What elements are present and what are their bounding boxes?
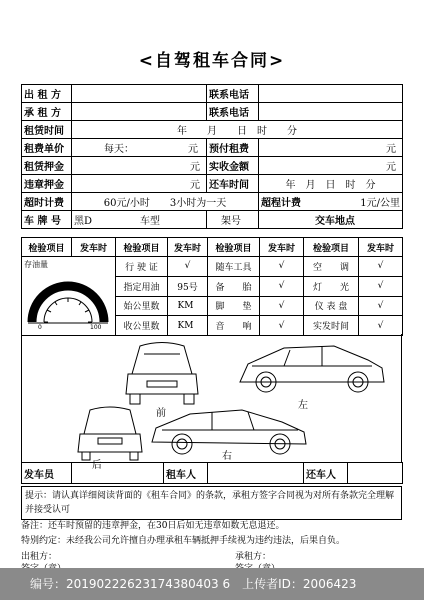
deposit-label: 租赁押金 xyxy=(22,157,72,175)
item-row4-a: 收公里数 xyxy=(116,316,168,336)
remark-text: 备注：还车时预留的违章押金，在30日后如无违章如数无息退还。 xyxy=(21,521,285,531)
page-title: <自驾租车合同> xyxy=(138,51,286,71)
view-left: 左 xyxy=(298,400,308,411)
notice-box: 提示：请认真详细阅读背面的《租车合同》的条款，承租方签字合同视为对所有条款完全理解并接受认可 xyxy=(21,486,402,520)
handover-cell xyxy=(259,211,403,229)
plate-value: 黑D xyxy=(74,216,93,227)
item-row4-b: 音 响 xyxy=(208,316,260,336)
rent-time-label: 租赁时间 xyxy=(22,121,72,139)
gauge-min: 0 xyxy=(38,324,42,331)
header-item-1: 检验项目 xyxy=(22,238,72,257)
item-row1-c: 空 调 xyxy=(304,257,359,277)
overtime-label: 超时计费 xyxy=(22,193,72,211)
info-table xyxy=(21,84,403,229)
yuan-text: 元 xyxy=(190,180,200,191)
lessee-phone-field[interactable] xyxy=(259,103,403,121)
fuel-label: 存油量 xyxy=(24,260,48,269)
lessor-phone-field[interactable] xyxy=(259,85,403,103)
item-row2-a: 指定用油 xyxy=(116,276,168,296)
frame-label: 架号 xyxy=(221,216,241,227)
status-row3-c[interactable]: √ xyxy=(359,296,403,316)
header-item-4: 检验项目 xyxy=(304,238,359,257)
deposit-field[interactable] xyxy=(72,157,207,175)
sender-field[interactable] xyxy=(72,463,164,484)
fuel-gauge-cell[interactable] xyxy=(22,257,116,336)
car-diagram-area[interactable] xyxy=(21,334,402,471)
item-row3-a: 始公里数 xyxy=(116,296,168,316)
lessee-phone-label: 联系电话 xyxy=(207,103,259,121)
item-row2-c: 灯 光 xyxy=(304,276,359,296)
lessor-field[interactable] xyxy=(72,85,207,103)
status-row4-a[interactable]: KM xyxy=(168,316,208,336)
status-row1-c[interactable]: √ xyxy=(359,257,403,277)
yuan-text: 元 xyxy=(188,144,198,155)
violation-deposit-label: 违章押金 xyxy=(22,175,72,193)
item-row3-b: 脚 垫 xyxy=(208,296,260,316)
header-status-3: 发车时 xyxy=(260,238,304,257)
sender-label: 发车员 xyxy=(22,463,72,484)
header-status-4: 发车时 xyxy=(359,238,403,257)
view-back: 后 xyxy=(92,460,102,471)
frame-cell[interactable] xyxy=(207,211,259,229)
status-row2-a[interactable]: 95号 xyxy=(168,276,208,296)
status-row3-b[interactable]: √ xyxy=(260,296,304,316)
yuan-text: 元 xyxy=(386,162,396,173)
lessee-label: 承 租 方 xyxy=(22,103,72,121)
item-row3-c: 仪 表 盘 xyxy=(304,296,359,316)
watermark-bar: 编号：20190222623174380403 6 上传者ID：2006423 xyxy=(0,568,424,600)
item-row1-a: 行 驶 证 xyxy=(116,257,168,277)
status-row4-c[interactable]: √ xyxy=(359,316,403,336)
yuan-text: 元 xyxy=(386,144,396,155)
lessee-sign-label: 承租方： xyxy=(235,552,272,562)
plate-label: 车 牌 号 xyxy=(22,211,72,229)
received-field[interactable] xyxy=(259,157,403,175)
status-row2-c[interactable]: √ xyxy=(359,276,403,296)
header-item-3: 检验项目 xyxy=(208,238,260,257)
renter-label: 租车人 xyxy=(164,463,208,484)
per-day-text: 每天： xyxy=(104,144,134,155)
rent-time-field[interactable]: 年 月 日 时 分 xyxy=(72,121,403,139)
return-time-field[interactable]: 年 月 日 时 分 xyxy=(259,175,403,193)
handover-label: 交车地点 xyxy=(315,216,355,227)
overtime-field[interactable]: 60元/小时 3小时为一天 xyxy=(72,193,259,211)
inspection-table xyxy=(21,237,403,336)
status-row4-b[interactable]: √ xyxy=(260,316,304,336)
view-front: 前 xyxy=(156,408,166,419)
status-row1-b[interactable]: √ xyxy=(260,257,304,277)
return-time-label: 还车时间 xyxy=(207,175,259,193)
returner-field[interactable] xyxy=(348,463,403,484)
unit-price-label: 租费单价 xyxy=(22,139,72,157)
lessor-sign-label: 出租方： xyxy=(21,552,58,562)
overkm-value[interactable]: 1元/公里 xyxy=(360,198,400,209)
sign-table xyxy=(21,462,403,484)
plate-field[interactable] xyxy=(72,211,207,229)
prepaid-field[interactable] xyxy=(259,139,403,157)
view-right: 右 xyxy=(222,451,232,462)
status-row1-a[interactable]: √ xyxy=(168,257,208,277)
fuel-gauge-icon xyxy=(24,270,112,330)
unit-price-field[interactable] xyxy=(72,139,207,157)
status-row3-a[interactable]: KM xyxy=(168,296,208,316)
overkm-label: 超程计费 xyxy=(261,198,301,209)
received-label: 实收金额 xyxy=(207,157,259,175)
lessor-phone-label: 联系电话 xyxy=(207,85,259,103)
renter-field[interactable] xyxy=(208,463,304,484)
returner-label: 还车人 xyxy=(304,463,348,484)
prepaid-label: 预付租费 xyxy=(207,139,259,157)
header-status-1: 发车时 xyxy=(72,238,116,257)
violation-deposit-field[interactable] xyxy=(72,175,207,193)
item-row4-c: 实发时间 xyxy=(304,316,359,336)
lessor-label: 出 租 方 xyxy=(22,85,72,103)
lessee-field[interactable] xyxy=(72,103,207,121)
item-row1-b: 随车工具 xyxy=(208,257,260,277)
header-item-2: 检验项目 xyxy=(116,238,168,257)
gauge-max: 100 xyxy=(90,324,102,331)
model-label: 车型 xyxy=(140,216,161,227)
special-text: 特别约定：未经我公司允许擅自办理承租车辆抵押手续视为违约违法，后果自负。 xyxy=(21,536,346,546)
yuan-text: 元 xyxy=(190,162,200,173)
overkm-cell xyxy=(259,193,403,211)
status-row2-b[interactable]: √ xyxy=(260,276,304,296)
item-row2-b: 备 胎 xyxy=(208,276,260,296)
car-diagrams-icon xyxy=(22,334,401,471)
header-status-2: 发车时 xyxy=(168,238,208,257)
